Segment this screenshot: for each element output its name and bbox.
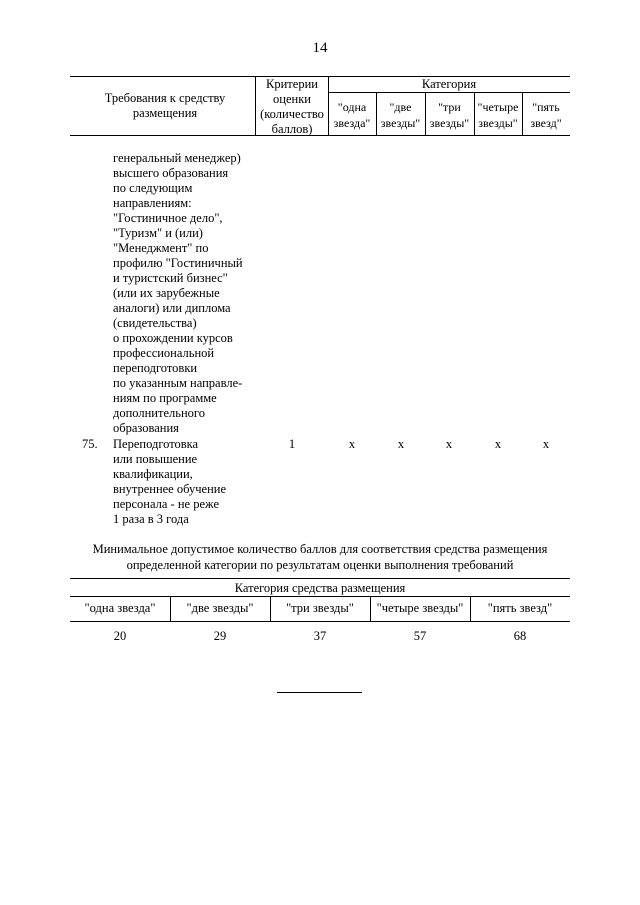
category-rule	[328, 92, 570, 93]
row-75-line: или повышение	[113, 452, 198, 466]
continuation-line: ниям по программе	[113, 391, 217, 405]
row-75-points: 1	[288, 437, 296, 451]
header-category: Категория	[421, 77, 477, 91]
continuation-line: профилю "Гостиничный	[113, 256, 243, 270]
continuation-line: по следующим	[113, 181, 193, 195]
min-table-bottom-rule	[70, 621, 570, 622]
header-star-5: "пять звезд"	[530, 100, 562, 130]
continuation-line: аналоги) или диплома	[113, 301, 231, 315]
continuation-line: "Гостиничное дело",	[113, 211, 223, 225]
header-requirements: Требования к средству размещения	[104, 91, 226, 120]
header-star-3: "три звезды"	[429, 100, 470, 130]
page-number: 14	[312, 40, 328, 56]
min-value-4: 57	[413, 629, 427, 643]
continuation-line: и туристский бизнес"	[113, 271, 228, 285]
row-75-mark-1: x	[348, 437, 356, 451]
min-category-4: "четыре звезды"	[376, 601, 464, 615]
min-category-5: "пять звезд"	[487, 601, 553, 615]
row-75-mark-3: x	[445, 437, 453, 451]
row-75-requirement	[113, 437, 226, 527]
continuation-line: "Менеджмент" по	[113, 241, 209, 255]
row-75-line: Переподготовка	[113, 437, 199, 451]
row-75-line: персонала - не реже	[113, 497, 220, 511]
min-category-3: "три звезды"	[286, 601, 354, 615]
min-value-2: 29	[213, 629, 227, 643]
minimum-heading: Минимальное допустимое количество баллов для соответствия средства размещения определенной категории по результатам оценки выполнения требований	[92, 542, 548, 572]
continuation-line: генеральный менеджер)	[113, 151, 241, 165]
continuation-line: по указанным направле-	[113, 376, 243, 390]
min-value-3: 37	[313, 629, 327, 643]
continuation-line: высшего образования	[113, 166, 229, 180]
continuation-line: профессиональной	[113, 346, 215, 360]
row-75-mark-2: x	[397, 437, 405, 451]
continuation-line: (или их зарубежные	[113, 286, 220, 300]
row-75-mark-4: x	[494, 437, 502, 451]
row-75-line: внутреннее обучение	[113, 482, 227, 496]
continuation-line: "Туризм" и (или)	[113, 226, 203, 240]
continuation-text	[113, 151, 243, 436]
continuation-line: о прохождении курсов	[113, 331, 233, 345]
min-header-rule	[70, 596, 570, 597]
continuation-line: направлениям:	[113, 196, 192, 210]
min-value-5: 68	[513, 629, 527, 643]
min-table-top-rule	[70, 578, 570, 579]
header-star-4: "четыре звезды"	[477, 100, 519, 130]
continuation-line: переподготовки	[113, 361, 198, 375]
min-category-2: "две звезды"	[186, 601, 254, 615]
min-category-1: "одна звезда"	[84, 601, 156, 615]
header-criteria: Критерии оценки (количество баллов)	[260, 77, 324, 136]
continuation-line: дополнительного	[113, 406, 205, 420]
row-75-line: 1 раза в 3 года	[113, 512, 189, 526]
continuation-line: (свидетельства)	[113, 316, 197, 330]
header-star-1: "одна звезда"	[333, 100, 371, 130]
header-star-2: "две звезды"	[380, 100, 421, 130]
footer-rule	[277, 692, 362, 693]
row-75-number: 75.	[82, 437, 98, 451]
continuation-line: образования	[113, 421, 179, 435]
row-75-mark-5: x	[542, 437, 550, 451]
min-value-1: 20	[113, 629, 127, 643]
min-category-header: Категория средства размещения	[234, 581, 406, 595]
col-divider-1	[255, 76, 256, 135]
row-75-line: квалификации,	[113, 467, 193, 481]
